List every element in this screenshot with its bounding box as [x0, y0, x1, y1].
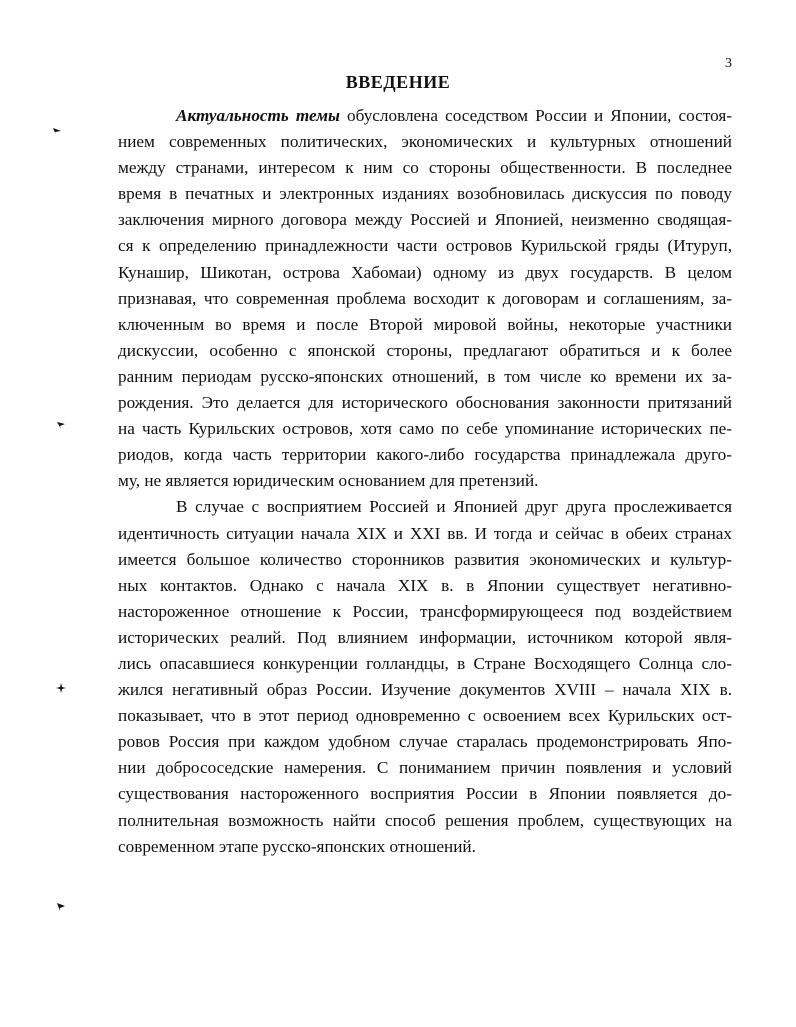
paragraph-line: ключенным во время и после Второй мировой войны, некоторые участники [118, 314, 732, 334]
paragraph-line: время в печатных и электронных изданиях возобновилась дискуссия по поводу [118, 184, 732, 204]
body-text [118, 103, 732, 860]
paragraph-line: рождения. Это делается для исторического обоснования законности притязаний [118, 393, 732, 413]
paragraph-line: Кунашир, Шикотан, острова Хабомаи) одному из двух государств. В целом [118, 262, 732, 282]
paragraph-line: жился негативный образ России. Изучение документов XVIII – начала XIX в. [118, 680, 732, 700]
paragraph-line: В случае с восприятием Россией и Японией друг друга прослеживается [176, 497, 732, 517]
paragraph-line: признавая, что современная проблема восходит к договорам и соглашениям, за- [118, 288, 732, 308]
paragraph-line: лись опасавшиеся конкуренции голландцы, в Стране Восходящего Солнца сло- [118, 653, 732, 673]
binding-mark-icon [52, 126, 62, 136]
line-text: обусловлена соседством России и Японии, состоя- [339, 106, 732, 125]
paragraph-line: нии добрососедские намерения. С пониманием причин появления и условий [118, 758, 732, 778]
paragraph-line: между странами, интересом к ним со стороны общественности. В последнее [118, 158, 732, 178]
paragraph-line: имеется большое количество сторонников развития экономических и культур- [118, 549, 732, 569]
paragraph-line: настороженное отношение к России, трансформирующееся под воздействием [118, 601, 732, 621]
paragraph-2 [118, 494, 732, 859]
emphasis-text: Актуальность темы [176, 106, 340, 125]
paragraph-line: на часть Курильских островов, хотя само по себе упоминание исторических пе- [118, 419, 732, 439]
paragraph-line: му, не является юридическим основанием для претензий. [118, 471, 539, 491]
binding-mark-icon [56, 902, 66, 912]
paragraph-line [118, 103, 732, 129]
binding-mark-icon [56, 683, 66, 693]
paragraph-line: полнительная возможность найти способ решения проблем, существующих на [118, 810, 732, 830]
paragraph-line: заключения мирного договора между Россией и Японией, неизменно сводящая- [118, 210, 732, 230]
binding-mark-icon [56, 420, 66, 430]
paragraph-line: дискуссии, особенно с японской стороны, предлагают обратиться и к более [118, 340, 732, 360]
paragraph-line: ровов Россия при каждом удобном случае старалась продемонстрировать Япо- [118, 732, 732, 752]
paragraph-line: риодов, когда часть территории какого-либо государства принадлежала друго- [118, 445, 732, 465]
paragraph-line: современном этапе русско-японских отношений. [118, 836, 476, 856]
paragraph-line: нием современных политических, экономических и культурных отношений [118, 132, 732, 152]
paragraph-1 [118, 103, 732, 494]
paragraph-line: ранним периодам русско-японских отношений, в том числе ко времени их за- [118, 366, 732, 386]
paragraph-line: идентичность ситуации начала XIX и XXI вв. И тогда и сейчас в обеих странах [118, 523, 732, 543]
paragraph-line: показывает, что в этот период одновременно с освоением всех Курильских ост- [118, 706, 732, 726]
paragraph-line: ся к определению принадлежности части островов Курильской гряды (Итуруп, [118, 236, 732, 256]
paragraph-line: ных контактов. Однако с начала XIX в. в Японии существует негативно- [118, 575, 732, 595]
page-title: ВВЕДЕНИЕ [345, 72, 451, 92]
paragraph-line: существования настороженного восприятия России в Японии появляется до- [118, 784, 732, 804]
paragraph-line: исторических реалий. Под влиянием информации, источником которой явля- [118, 627, 732, 647]
page-number: 3 [725, 56, 732, 71]
